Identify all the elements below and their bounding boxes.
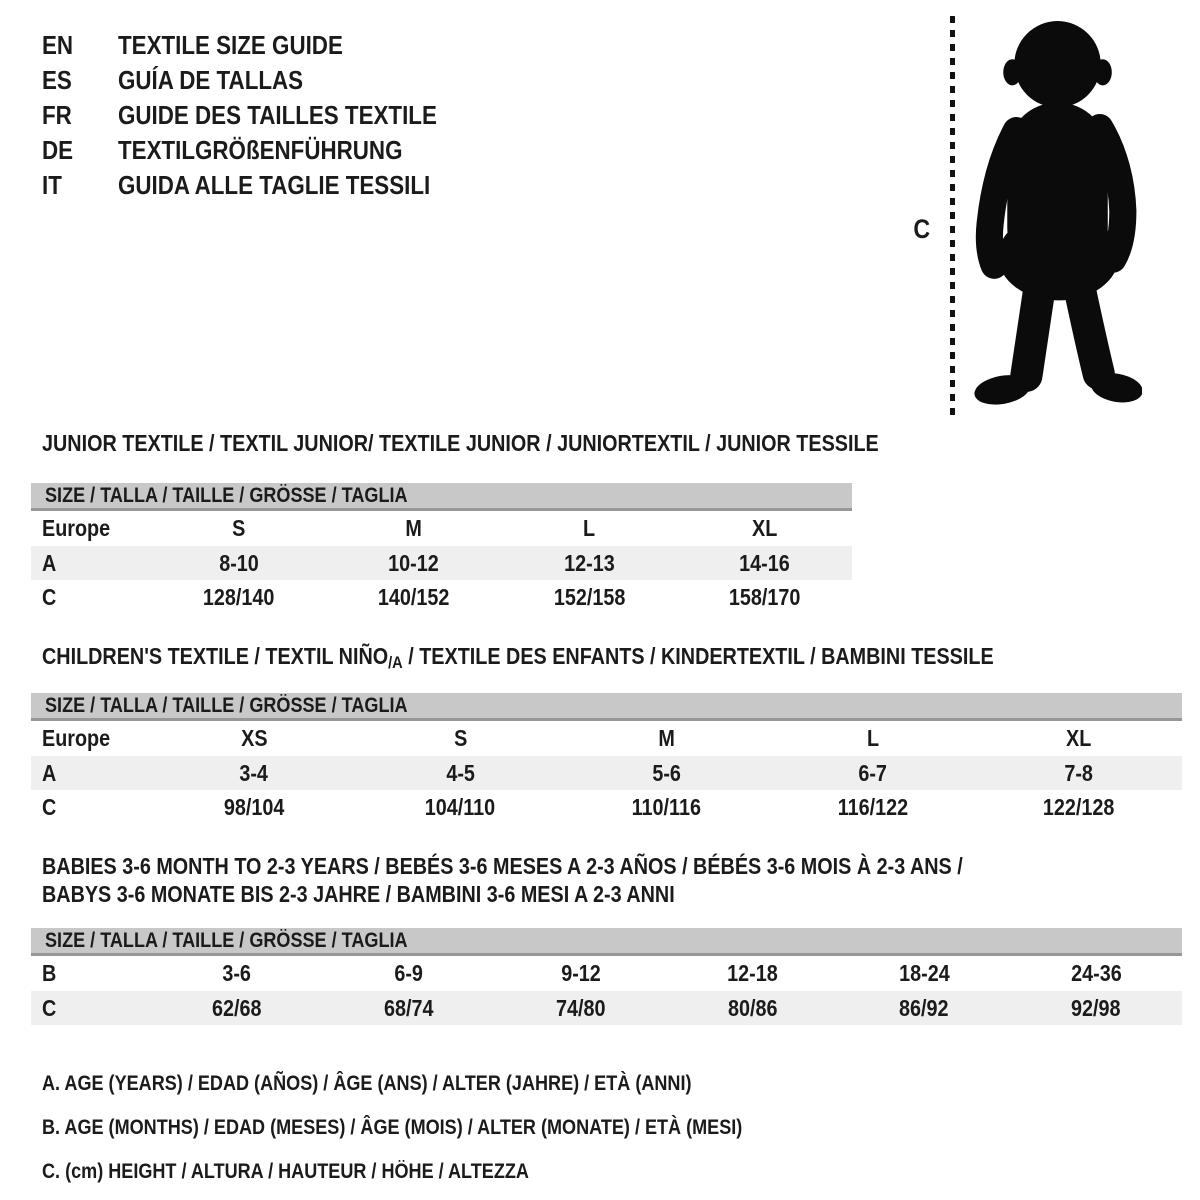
table-cell: 62/68 <box>212 995 262 1021</box>
table-cell: 14-16 <box>739 550 790 576</box>
language-code: IT <box>42 170 62 200</box>
language-row <box>42 133 489 168</box>
table-cell: XS <box>240 725 268 751</box>
table-row-height <box>31 580 852 615</box>
row-label: C <box>42 995 57 1021</box>
row-label: A <box>42 760 57 786</box>
row-label: C <box>42 584 57 610</box>
measurement-legend <box>42 1062 856 1194</box>
toddler-silhouette-image <box>962 12 1142 414</box>
table-row-europe <box>31 721 1182 756</box>
language-code: ES <box>42 65 72 95</box>
language-title: GUIDA ALLE TAGLIE TESSILI <box>118 170 431 200</box>
table-cell: 6-9 <box>394 960 424 986</box>
table-cell: M <box>405 515 423 541</box>
size-table-header: SIZE / TALLA / TAILLE / GRÖSSE / TAGLIA <box>31 693 1182 721</box>
children-size-table <box>31 693 1182 825</box>
language-row <box>42 98 489 133</box>
language-code: EN <box>42 30 74 60</box>
table-cell: 9-12 <box>560 960 601 986</box>
table-cell: 140/152 <box>378 584 450 610</box>
table-cell: 6-7 <box>858 760 888 786</box>
language-title: TEXTILE SIZE GUIDE <box>118 30 343 60</box>
table-cell: M <box>658 725 675 751</box>
children-section-heading: CHILDREN'S TEXTILE / TEXTIL NIÑO/A / TEXTILE DES ENFANTS / KINDERTEXTIL / BAMBINI TESSILE <box>31 643 1182 672</box>
table-cell: S <box>232 515 246 541</box>
height-marker-label: C <box>913 214 931 244</box>
row-label: Europe <box>42 515 111 541</box>
table-cell: 18-24 <box>898 960 950 986</box>
table-cell: 68/74 <box>383 995 434 1021</box>
table-cell: 122/128 <box>1043 794 1115 820</box>
junior-size-table <box>31 483 852 615</box>
table-cell: 12-18 <box>727 960 778 986</box>
table-cell: 5-6 <box>652 760 681 786</box>
size-table-header: SIZE / TALLA / TAILLE / GRÖSSE / TAGLIA <box>31 483 852 511</box>
table-cell: 110/116 <box>631 794 702 820</box>
row-label: Europe <box>42 725 111 751</box>
children-textile-section <box>31 643 1182 825</box>
babies-section-heading-line1: BABIES 3-6 MONTH TO 2-3 YEARS / BEBÉS 3-6 MESES A 2-3 AÑOS / BÉBÉS 3-6 MOIS À 2-3 ANS / <box>42 853 963 879</box>
table-cell: 98/104 <box>223 794 285 820</box>
table-row-age <box>31 756 1182 790</box>
table-cell: XL <box>1066 725 1092 751</box>
table-cell: 12-13 <box>563 550 615 576</box>
row-label: A <box>42 550 57 576</box>
table-cell: S <box>453 725 467 751</box>
legend-line-b: B. AGE (MONTHS) / EDAD (MESES) / ÂGE (MOIS) / ALTER (MONATE) / ETÀ (MESI) <box>42 1116 743 1139</box>
language-title: GUÍA DE TALLAS <box>118 65 304 95</box>
table-cell: 152/158 <box>553 584 625 610</box>
table-cell: 7-8 <box>1064 760 1094 786</box>
table-cell: 3-4 <box>239 760 269 786</box>
table-row-age <box>31 546 852 580</box>
language-title: GUIDE DES TAILLES TEXTILE <box>118 100 437 130</box>
table-cell: 92/98 <box>1071 995 1121 1021</box>
legend-line-a: A. AGE (YEARS) / EDAD (AÑOS) / ÂGE (ANS) / ALTER (JAHRE) / ETÀ (ANNI) <box>42 1072 692 1095</box>
table-row-height <box>31 991 1182 1025</box>
height-dashed-line <box>950 16 955 416</box>
table-cell: 86/92 <box>899 995 949 1021</box>
row-label: B <box>42 960 57 986</box>
babies-textile-section <box>31 852 1182 1025</box>
nino-a-subscript: /A <box>388 653 403 672</box>
language-code: FR <box>42 100 72 130</box>
size-table-header: SIZE / TALLA / TAILLE / GRÖSSE / TAGLIA <box>31 928 1182 956</box>
table-cell: 128/140 <box>202 584 275 610</box>
language-title: TEXTILGRÖßENFÜHRUNG <box>118 135 403 165</box>
table-cell: 104/110 <box>425 794 496 820</box>
language-row <box>42 28 489 63</box>
table-cell: 4-5 <box>445 760 475 786</box>
babies-size-table <box>31 928 1182 1025</box>
language-row <box>42 63 489 98</box>
table-cell: 8-10 <box>218 550 259 576</box>
junior-section-heading: JUNIOR TEXTILE / TEXTIL JUNIOR/ TEXTILE JUNIOR / JUNIORTEXTIL / JUNIOR TESSILE <box>42 430 879 456</box>
table-cell: 116/122 <box>837 794 908 820</box>
table-cell: 80/86 <box>727 995 778 1021</box>
table-cell: L <box>866 725 879 751</box>
row-label: C <box>42 794 57 820</box>
table-cell: 74/80 <box>555 995 606 1021</box>
language-code: DE <box>42 135 74 165</box>
table-cell: XL <box>751 515 778 541</box>
legend-line-c: C. (cm) HEIGHT / ALTURA / HAUTEUR / HÖHE / ALTEZZA <box>42 1160 529 1183</box>
language-row <box>42 168 489 203</box>
babies-section-heading-line2: BABYS 3-6 MONATE BIS 2-3 JAHRE / BAMBINI 3-6 MESI A 2-3 ANNI <box>42 881 675 907</box>
table-cell: 10-12 <box>388 550 440 576</box>
table-cell: L <box>583 515 596 541</box>
language-title-list <box>42 28 489 203</box>
table-cell: 158/170 <box>728 584 801 610</box>
table-row-europe <box>31 511 852 546</box>
table-row-height <box>31 790 1182 825</box>
junior-textile-section <box>31 430 879 615</box>
table-cell: 24-36 <box>1070 960 1122 986</box>
table-row-months <box>31 956 1182 991</box>
table-cell: 3-6 <box>222 960 252 986</box>
